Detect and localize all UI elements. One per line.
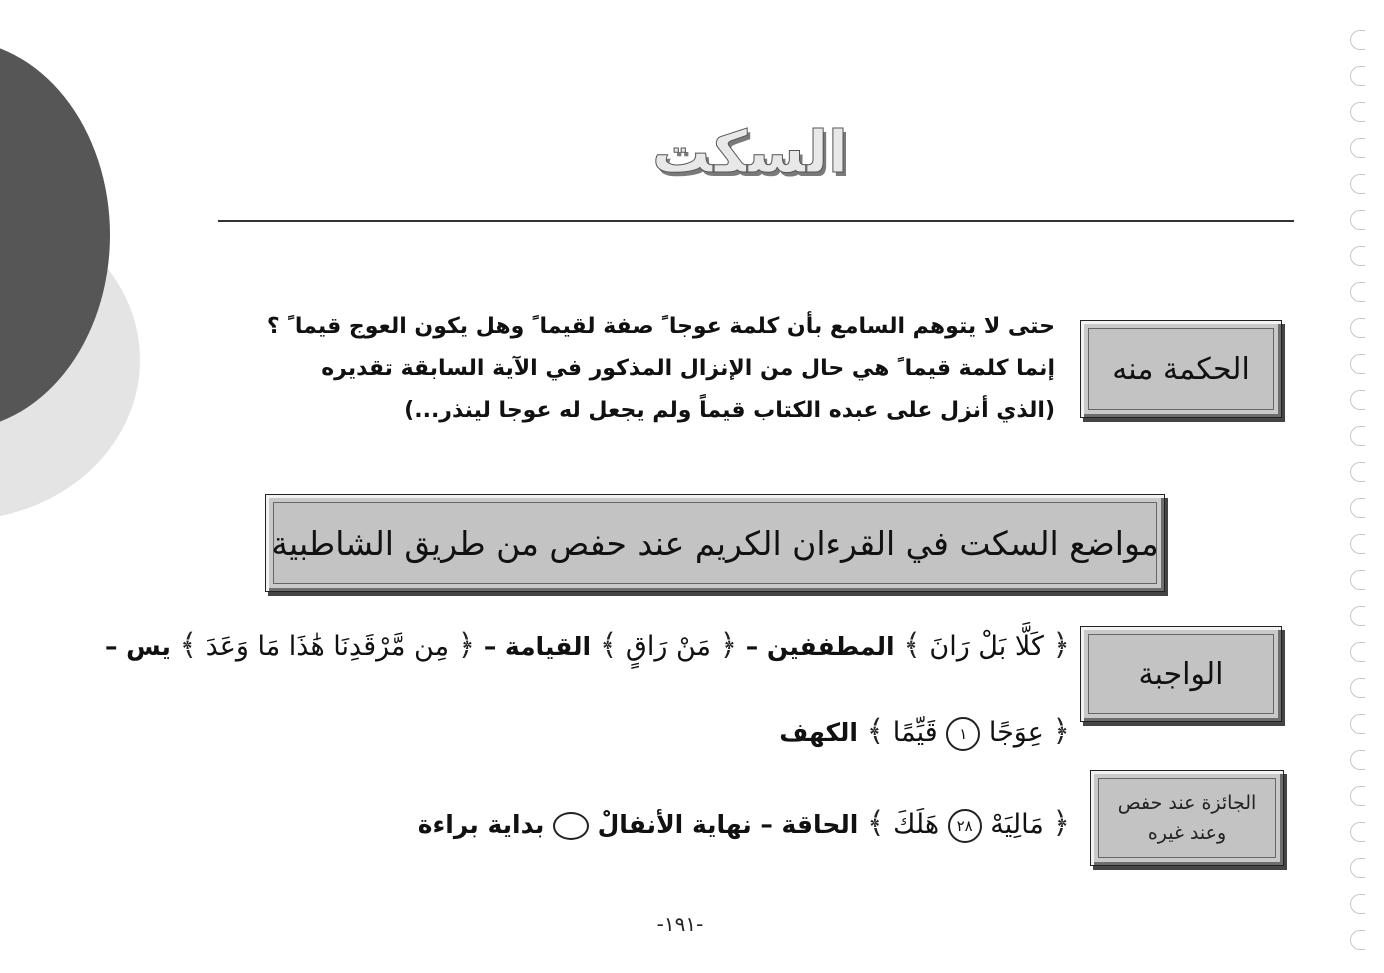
ornate-bracket-close: ﴾: [866, 806, 885, 841]
binding-ring: [1350, 894, 1365, 914]
permissible-label-line-2: وعند غيره: [1147, 822, 1227, 844]
obligatory-label-box: [1080, 626, 1282, 722]
binding-ring: [1350, 750, 1365, 770]
binding-ring: [1350, 66, 1365, 86]
binding-ring: [1350, 678, 1365, 698]
wisdom-label-box: [1080, 320, 1282, 418]
page-title: السكت: [652, 118, 848, 186]
sura-anfal-end: نهاية الأنفالْ: [597, 810, 752, 839]
verse-halaka: هَلَكَ: [893, 809, 940, 840]
sura-qiyamah: القيامة: [504, 632, 592, 661]
wisdom-line-2: إنما كلمة قيما ً هي حال من الإنزال المذكور في الآية السابقة تقديره: [321, 356, 1055, 381]
binding-ring: [1350, 102, 1365, 122]
binding-ring: [1350, 714, 1365, 734]
binding-ring: [1350, 282, 1365, 302]
binding-ring: [1350, 30, 1365, 50]
verse-man-raq: مَنْ رَاقٍ: [625, 631, 711, 662]
sura-haqqah: الحاقة: [781, 810, 859, 839]
wisdom-label: الحكمة منه: [1112, 351, 1250, 387]
binding-ring: [1350, 534, 1365, 554]
ornate-bracket-close: ﴾: [599, 628, 618, 663]
wisdom-line-3: (الذي أنزل على عبده الكتاب قيماً ولم يجعل له عوجا لينذر...): [404, 398, 1055, 423]
positions-banner: [265, 494, 1165, 592]
ornate-bracket-close: ﴾: [179, 628, 198, 663]
sura-barah-start: بداية براءة: [417, 810, 545, 839]
obligatory-line-1: [100, 628, 1070, 663]
page-number: -١٩١-: [656, 912, 704, 936]
wisdom-paragraph: [200, 306, 1055, 432]
title-divider: [218, 220, 1294, 222]
obligatory-line-2: [600, 714, 1070, 751]
verse-maliyah: مَالِيَهْ: [990, 809, 1044, 840]
ornate-bracket-open: ﴿: [1052, 806, 1070, 841]
permissible-line: [340, 806, 1070, 843]
ayah-number-marker: ١: [946, 717, 980, 751]
ornate-bracket-open: ﴿: [457, 628, 476, 663]
positions-banner-text: مواضع السكت في القرءان الكريم عند حفص من طريق الشاطبية: [271, 523, 1159, 563]
binding-ring: [1350, 642, 1365, 662]
binding-ring: [1350, 786, 1365, 806]
obligatory-label: الواجبة: [1138, 656, 1224, 692]
permissible-label-box: [1090, 770, 1284, 866]
spiral-binding: [1350, 0, 1380, 973]
ornate-bracket-open: ﴿: [719, 628, 738, 663]
sura-mutaffifin: المطففين: [766, 632, 895, 661]
binding-ring: [1350, 354, 1365, 374]
binding-ring: [1350, 210, 1365, 230]
binding-ring: [1350, 390, 1365, 410]
separator-dash: –: [745, 632, 759, 661]
binding-ring: [1350, 858, 1365, 878]
separator-dash: –: [760, 810, 773, 839]
verse-min-marqadina: مِن مَّرْقَدِنَا هَٰذَا مَا وَعَدَ: [205, 631, 450, 662]
verse-qayyima: قَيِّمًا: [892, 717, 938, 748]
ayah-number-marker: ٢٨: [948, 809, 982, 843]
separator-dash: –: [105, 632, 118, 661]
binding-ring: [1350, 930, 1365, 950]
sura-kahf: الكهف: [779, 718, 858, 747]
separator-dash: –: [483, 632, 497, 661]
verse-kalla-bal-ran: كَلَّا بَلْ رَانَ: [929, 631, 1044, 662]
sura-yasin: يس: [126, 632, 171, 661]
ornate-bracket-open: ﴿: [1052, 628, 1070, 663]
binding-ring: [1350, 318, 1365, 338]
binding-ring: [1350, 606, 1365, 626]
ornate-bracket-open: ﴿: [1052, 714, 1070, 749]
binding-ring: [1350, 426, 1365, 446]
binding-ring: [1350, 246, 1365, 266]
binding-ring: [1350, 570, 1365, 590]
ornate-bracket-close: ﴾: [903, 628, 921, 663]
binding-ring: [1350, 138, 1365, 158]
wisdom-line-1: حتى لا يتوهم السامع بأن كلمة عوجا ً صفة لقيما ً وهل يكون العوج قيما ً ؟: [266, 314, 1055, 339]
binding-ring: [1350, 462, 1365, 482]
permissible-label-line-1: الجائزة عند حفص: [1117, 792, 1257, 814]
empty-ayah-marker: [553, 812, 589, 840]
binding-ring: [1350, 822, 1365, 842]
binding-ring: [1350, 174, 1365, 194]
verse-iwaja: عِوَجًا: [988, 717, 1044, 748]
binding-ring: [1350, 498, 1365, 518]
ornate-bracket-close: ﴾: [866, 714, 885, 749]
